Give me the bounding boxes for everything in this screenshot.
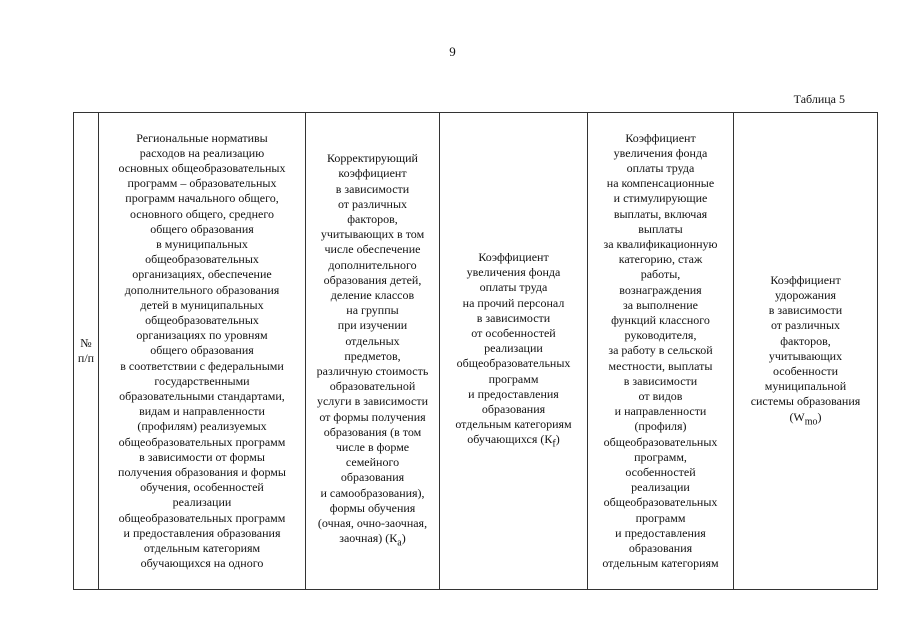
table-caption: Таблица 5 (793, 92, 845, 106)
header-cell-cost-coefficient (734, 113, 878, 590)
header-cell-regional-norms (99, 113, 306, 590)
table-header-row (74, 113, 878, 590)
coefficients-table (73, 112, 878, 590)
header-other-staff-coefficient-label: Коэффициент увеличения фонда оплаты труда на прочий персонал в зависимости от особенностей реализации общеобразовательных программ и предоставления образования отдельным категориям обучающихся $(К_f)$ (455, 249, 572, 450)
header-number-label: № п/п (77, 335, 95, 365)
header-cell-other-staff-coefficient (440, 113, 588, 590)
header-compensation-coefficient-label: Коэффициент увеличения фонда оплаты труда на компенсационные и стимулирующие выплаты, включая выплаты за квалификационную категорию, стаж работы, вознаграждения за выполнение функций классного руководителя, за работу в сельской местности, выплаты в зависимости от видов и направленности (профиля) общеобразовательных программ, особенностей реализации общеобразовательных программ и предоставления образования отдельным категориям (602, 130, 719, 571)
header-cell-compensation-coefficient (588, 113, 734, 590)
header-cell-correction-coefficient (306, 113, 440, 590)
header-correction-coefficient-label: Корректирующий коэффициент в зависимости от различных факторов, учитывающих в том числе обеспечение дополнительного образования детей, деление классов на группы при изучении отдельных предметов, различную стоимость образовательной услуги в зависимости от формы получения образования (в том числе в форме семейного образования и самообразования), формы обучения (очная, очно-заочная, заочная) $(К_а)$ (316, 151, 429, 549)
page-number: 9 (449, 44, 456, 59)
header-cell-number (74, 113, 99, 590)
header-cost-coefficient-label: Коэффициент удорожания в зависимости от различных факторов, учитывающих особенности муниципальной системы образования $(W_{mo})$ (750, 272, 861, 427)
header-regional-norms-label: Региональные нормативы расходов на реализацию основных общеобразовательных программ – образовательных программ начального общего, основного общего, среднего общего образования в муниципальных общеобразовательных организациях, обеспечение дополнительного образования детей в муниципальных общеобразовательных организациях по уровням общего образования в соответствии с федеральными государственными образовательными стандартами, видам и направленности (профилям) реализуемых общеобразовательных программ в зависимости от формы получения образования и формы обучения, особенностей реализации общеобразовательных программ и предоставления образования отдельным категориям обучающихся на одного (118, 130, 286, 571)
